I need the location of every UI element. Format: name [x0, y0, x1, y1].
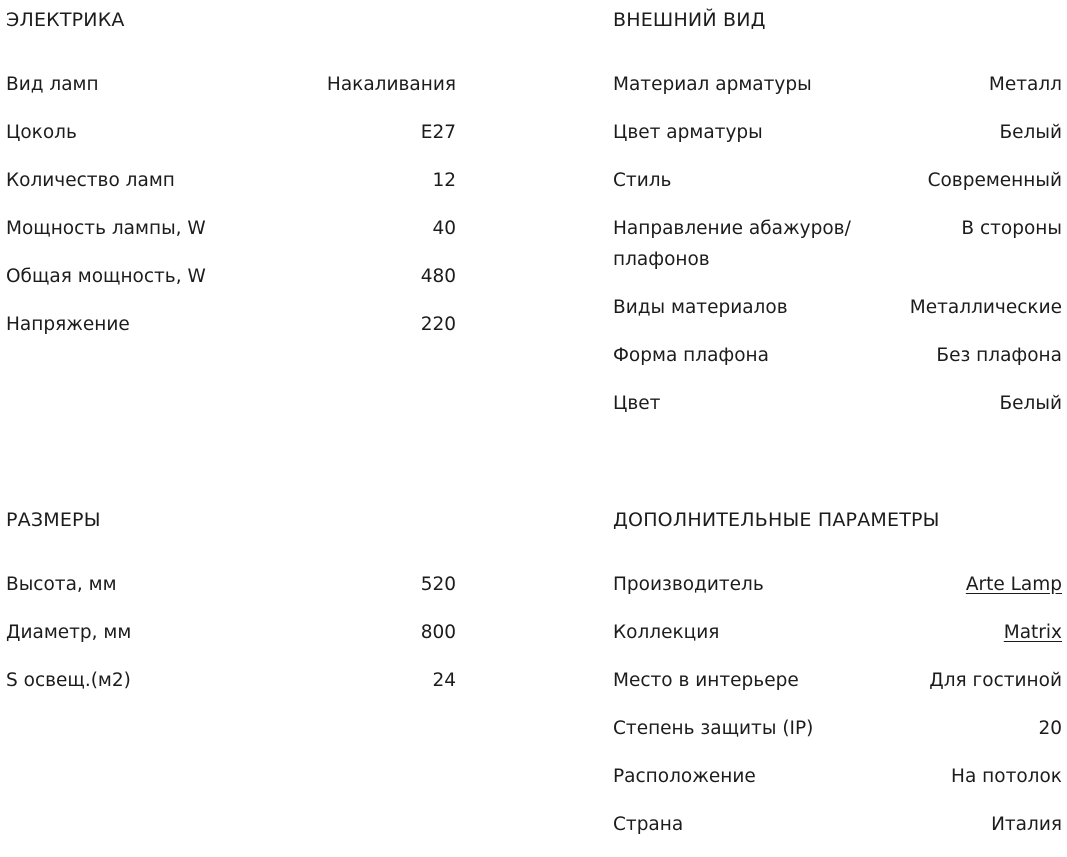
- spec-row-lamp-power: [6, 213, 456, 244]
- spec-value: 12: [432, 170, 456, 191]
- spec-value: E27: [420, 122, 456, 143]
- spec-value: Для гостиной: [929, 670, 1062, 691]
- spec-row-lighting-area: [6, 665, 456, 696]
- spec-list-dimensions: [6, 569, 456, 696]
- spec-row-material-types: [613, 292, 1062, 323]
- collection-link[interactable]: Matrix: [1003, 622, 1062, 643]
- spec-label: Мощность лампы, W: [6, 218, 206, 239]
- spec-row-color: [613, 388, 1062, 419]
- spec-row-collection: [613, 617, 1062, 648]
- spec-label: Напряжение: [6, 314, 130, 335]
- spec-label: Цвет арматуры: [613, 122, 763, 143]
- spec-value: 24: [432, 670, 456, 691]
- spec-row-style: [613, 165, 1062, 196]
- spec-label: Диаметр, мм: [6, 622, 132, 643]
- section-title-extra-params: ДОПОЛНИТЕЛЬНЫЕ ПАРАМЕТРЫ: [613, 509, 940, 531]
- spec-row-lamp-count: [6, 165, 456, 196]
- spec-value: Металл: [988, 74, 1062, 95]
- spec-value: 520: [420, 574, 456, 595]
- spec-row-interior-place: [613, 665, 1062, 696]
- spec-list-extra-params: [613, 569, 1062, 840]
- spec-value: Металлические: [909, 297, 1062, 318]
- spec-row-diameter: [6, 617, 456, 648]
- spec-label: Направление абажуров/ плафонов: [613, 218, 851, 270]
- spec-label: Цоколь: [6, 122, 77, 143]
- spec-label: Стиль: [613, 170, 672, 191]
- section-dimensions: [6, 500, 456, 713]
- spec-label: Количество ламп: [6, 170, 175, 191]
- spec-row-frame-color: [613, 117, 1062, 148]
- spec-row-shade-direction: [613, 213, 1062, 275]
- spec-label: Степень защиты (IP): [613, 718, 814, 739]
- spec-row-frame-material: [613, 69, 1062, 100]
- section-electrics: [6, 0, 456, 357]
- spec-value: Современный: [927, 170, 1062, 191]
- spec-row-socket: [6, 117, 456, 148]
- spec-row-country: [613, 809, 1062, 840]
- spec-label: S освещ.(м2): [6, 670, 131, 691]
- spec-label: Цвет: [613, 393, 661, 414]
- spec-list-appearance: [613, 69, 1062, 419]
- spec-label: Виды материалов: [613, 297, 788, 318]
- spec-value: На потолок: [951, 766, 1062, 787]
- spec-value: 40: [432, 218, 456, 239]
- spec-row-voltage: [6, 309, 456, 340]
- spec-value: 220: [420, 314, 456, 335]
- spec-label: Материал арматуры: [613, 74, 812, 95]
- spec-value: Италия: [991, 814, 1062, 835]
- spec-value: Без плафона: [936, 345, 1062, 366]
- spec-row-placement: [613, 761, 1062, 792]
- spec-value: Белый: [999, 122, 1062, 143]
- spec-label: Общая мощность, W: [6, 266, 206, 287]
- section-title-electrics: ЭЛЕКТРИКА: [6, 9, 125, 31]
- spec-value: Белый: [999, 393, 1062, 414]
- spec-row-total-power: [6, 261, 456, 292]
- spec-label: Коллекция: [613, 622, 720, 643]
- spec-row-manufacturer: [613, 569, 1062, 600]
- spec-label: Форма плафона: [613, 345, 769, 366]
- spec-value: В стороны: [961, 218, 1062, 239]
- spec-value: Накаливания: [326, 74, 456, 95]
- spec-label: Вид ламп: [6, 74, 99, 95]
- spec-list-electrics: [6, 69, 456, 340]
- spec-value: 20: [1038, 718, 1062, 739]
- spec-label: Расположение: [613, 766, 756, 787]
- section-appearance: [613, 0, 1062, 436]
- spec-value: 480: [420, 266, 456, 287]
- spec-row-height: [6, 569, 456, 600]
- spec-row-shade-shape: [613, 340, 1062, 371]
- spec-label: Производитель: [613, 574, 764, 595]
- section-extra-params: [613, 500, 1062, 857]
- spec-label: Страна: [613, 814, 684, 835]
- spec-row-ip-rating: [613, 713, 1062, 744]
- section-title-appearance: ВНЕШНИЙ ВИД: [613, 9, 766, 31]
- spec-row-lamp-type: [6, 69, 456, 100]
- manufacturer-link[interactable]: Arte Lamp: [965, 574, 1062, 595]
- spec-label: Высота, мм: [6, 574, 117, 595]
- section-title-dimensions: РАЗМЕРЫ: [6, 509, 101, 531]
- spec-value: 800: [420, 622, 456, 643]
- spec-label: Место в интерьере: [613, 670, 799, 691]
